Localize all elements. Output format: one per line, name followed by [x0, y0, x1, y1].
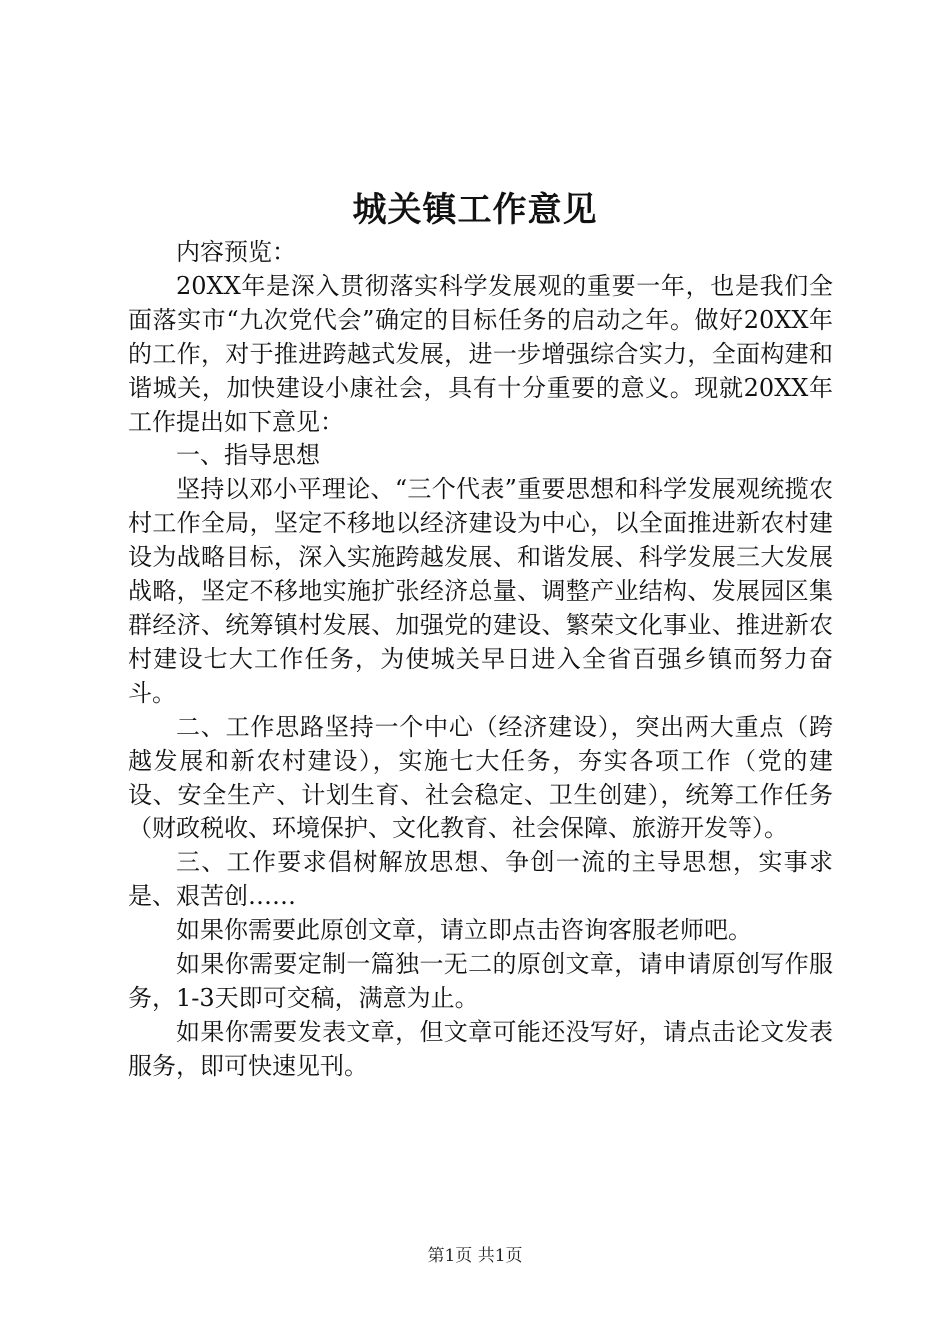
promo-consult-paragraph: 如果你需要此原创文章，请立即点击咨询客服老师吧。 — [176, 916, 752, 945]
promo-publish-paragraph: 如果你需要发表文章，但文章可能还没写好，请点击论文发表服务，即可快速见刊。 — [128, 1017, 833, 1080]
work-approach-paragraph: 二、工作思路坚持一个中心（经济建设），突出两大重点（跨越发展和新农村建设），实施七大任务，夯实各项工作（党的建设、安全生产、计划生育、社会稳定、卫生创建），统筹工作任务（财政税收、环境保护、文化教育、社会保障、旅游开发等）。 — [128, 712, 833, 843]
preview-label: 内容预览： — [176, 238, 296, 266]
work-requirements-paragraph: 三、工作要求倡树解放思想、争创一流的主导思想，实事求是、艰苦创…… — [128, 848, 833, 911]
promo-custom-writing-paragraph: 如果你需要定制一篇独一无二的原创文章，请申请原创写作服务，1-3天即可交稿，满意为止。 — [128, 950, 833, 1012]
document-title: 城关镇工作意见 — [352, 190, 598, 230]
guiding-thought-paragraph: 坚持以邓小平理论、“三个代表”重要思想和科学发展观统揽农村工作全局，坚定不移地以经济建设为中心，以全面推进新农村建设为战略目标，深入实施跨越发展、和谐发展、科学发展三大发展战略，坚定不移地实施扩张经济总量、调整产业结构、发展园区集群经济、统筹镇村发展、加强党的建设、繁荣文化事业、推进新农村建设七大工作任务，为使城关早日进入全省百强乡镇而努力奋斗。 — [128, 475, 833, 707]
document-body — [128, 236, 833, 1084]
page-number-footer: 第1页 共1页 — [427, 1246, 523, 1266]
intro-paragraph: 20XX年是深入贯彻落实科学发展观的重要一年，也是我们全面落实市“九次党代会”确定的目标任务的启动之年。做好20XX年的工作，对于推进跨越式发展，进一步增强综合实力，全面构建和谐城关，加快建设小康社会，具有十分重要的意义。现就20XX年工作提出如下意见： — [128, 271, 833, 436]
section-heading-guiding-thought: 一、指导思想 — [176, 441, 320, 470]
